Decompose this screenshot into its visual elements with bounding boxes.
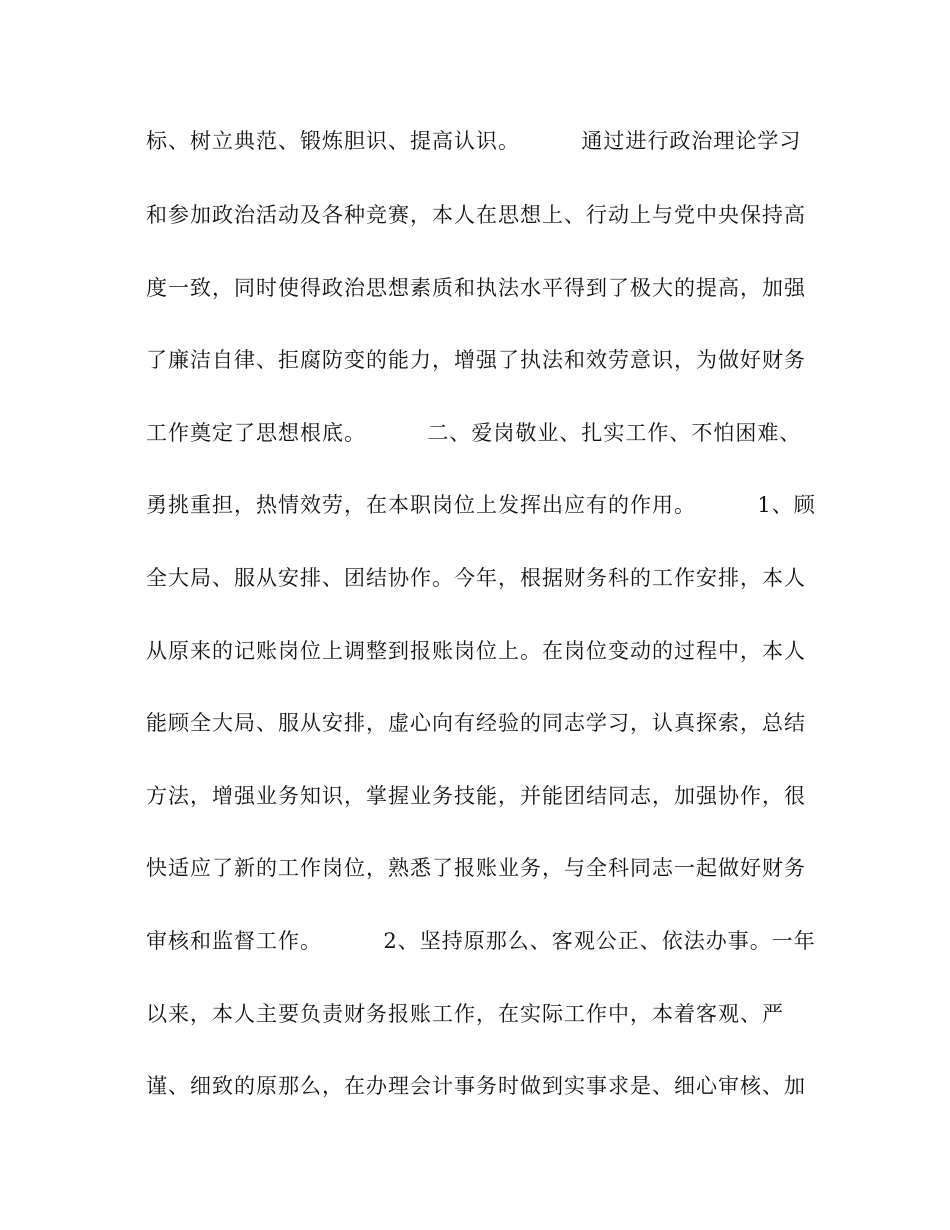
text-line: 快适应了新的工作岗位，熟悉了报账业务，与全科同志一起做好财务 <box>146 856 806 880</box>
text-line: 标、树立典范、锻炼胆识、提高认识。 通过进行政治理论学习 <box>146 129 802 153</box>
text-line: 勇挑重担，热情效劳，在本职岗位上发挥出应有的作用。 1、顾 <box>146 493 816 517</box>
text-line: 从原来的记账岗位上调整到报账岗位上。在岗位变动的过程中，本人 <box>146 639 806 663</box>
text-line: 全大局、服从安排、团结协作。今年，根据财务科的工作安排，本人 <box>146 566 806 590</box>
text-line: 工作奠定了思想根底。 二、爱岗敬业、扎实工作、不怕困难、 <box>146 421 802 445</box>
text-line: 和参加政治活动及各种竞赛，本人在思想上、行动上与党中央保持高 <box>146 203 806 227</box>
text-line: 以来，本人主要负责财务报账工作，在实际工作中，本着客观、严 <box>146 1002 784 1026</box>
text-line: 能顾全大局、服从安排，虚心向有经验的同志学习，认真探索，总结 <box>146 711 806 735</box>
text-line: 度一致，同时使得政治思想素质和执法水平得到了极大的提高，加强 <box>146 276 806 300</box>
text-line: 方法，增强业务知识，掌握业务技能，并能团结同志，加强协作，很 <box>146 784 806 808</box>
text-line: 审核和监督工作。 2、坚持原那么、客观公正、依法办事。一年 <box>146 929 816 953</box>
text-line: 了廉洁自律、拒腐防变的能力，增强了执法和效劳意识，为做好财务 <box>146 348 806 372</box>
text-line: 谨、细致的原那么，在办理会计事务时做到实事求是、细心审核、加 <box>146 1074 806 1098</box>
